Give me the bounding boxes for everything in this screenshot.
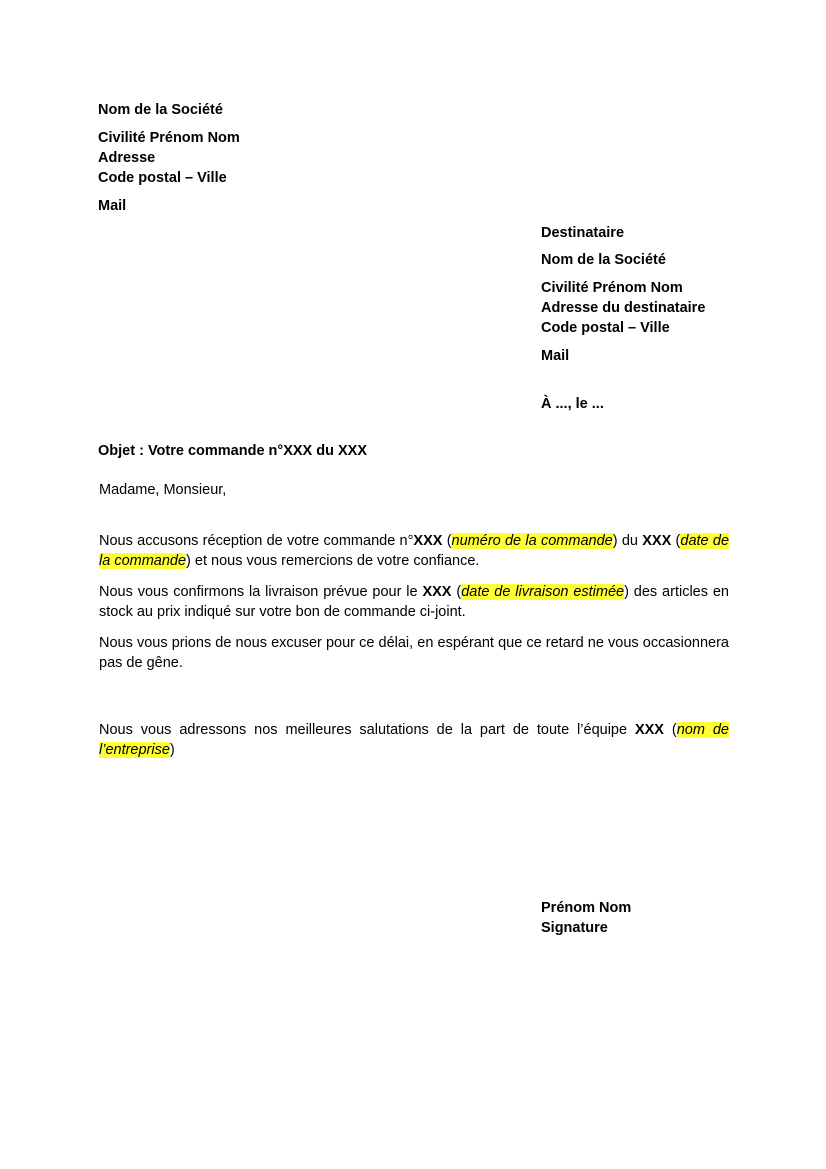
- highlight-company-name: nom de l’entreprise: [99, 722, 729, 758]
- place-date: À ..., le ...: [541, 396, 604, 412]
- highlight-order-number: numéro de la commande: [451, 533, 613, 549]
- text-fragment: (: [451, 584, 462, 600]
- text-fragment: ) et nous vous remercions de votre confiance.: [186, 553, 480, 569]
- paragraph-apology: Nous vous prions de nous excuser pour ce délai, en espérant que ce retard ne vous occasionnera pas de gêne.: [99, 635, 729, 671]
- sender-postal-city: Code postal – Ville: [98, 170, 227, 186]
- text-fragment: ) du: [612, 533, 643, 549]
- text-fragment: (: [663, 722, 677, 738]
- text-fragment: (: [671, 533, 681, 549]
- highlight-order-date: date de la commande: [99, 533, 730, 569]
- salutation: Madame, Monsieur,: [99, 482, 227, 498]
- sender-address: Adresse: [98, 150, 156, 166]
- sender-company: Nom de la Société: [98, 102, 223, 118]
- recipient-address: Adresse du destinataire: [541, 300, 706, 316]
- recipient-postal-city: Code postal – Ville: [541, 320, 670, 336]
- text-fragment: (: [442, 533, 452, 549]
- recipient-company: Nom de la Société: [541, 252, 666, 268]
- recipient-name: Civilité Prénom Nom: [541, 280, 683, 296]
- company-name-placeholder: XXX: [634, 722, 664, 738]
- highlight-delivery-date: date de livraison estimée: [461, 584, 625, 600]
- text-fragment: ) des articles en stock au prix indiqué sur votre bon de commande ci-joint.: [99, 584, 729, 620]
- paragraph-regards: [99, 720, 729, 760]
- closing-signature: Signature: [541, 920, 608, 936]
- recipient-heading: Destinataire: [541, 225, 625, 241]
- subject-line: Objet : Votre commande n°XXX du XXX: [98, 443, 367, 459]
- delivery-date-placeholder: XXX: [422, 584, 452, 600]
- sender-mail: Mail: [98, 198, 127, 214]
- text-fragment: Nous vous adressons nos meilleures salutations de la part de toute l’équipe: [99, 722, 635, 738]
- order-number-placeholder: XXX: [413, 533, 443, 549]
- closing-name: Prénom Nom: [541, 900, 632, 916]
- text-fragment: Nous vous confirmons la livraison prévue pour le: [99, 584, 423, 600]
- paragraph-order-receipt: [99, 531, 729, 571]
- paragraph-delivery: [99, 582, 729, 622]
- text-fragment: Nous accusons réception de votre commande n°: [99, 533, 414, 549]
- recipient-mail: Mail: [541, 348, 570, 364]
- sender-name: Civilité Prénom Nom: [98, 130, 240, 146]
- order-date-placeholder: XXX: [642, 533, 672, 549]
- text-fragment: ): [169, 742, 175, 758]
